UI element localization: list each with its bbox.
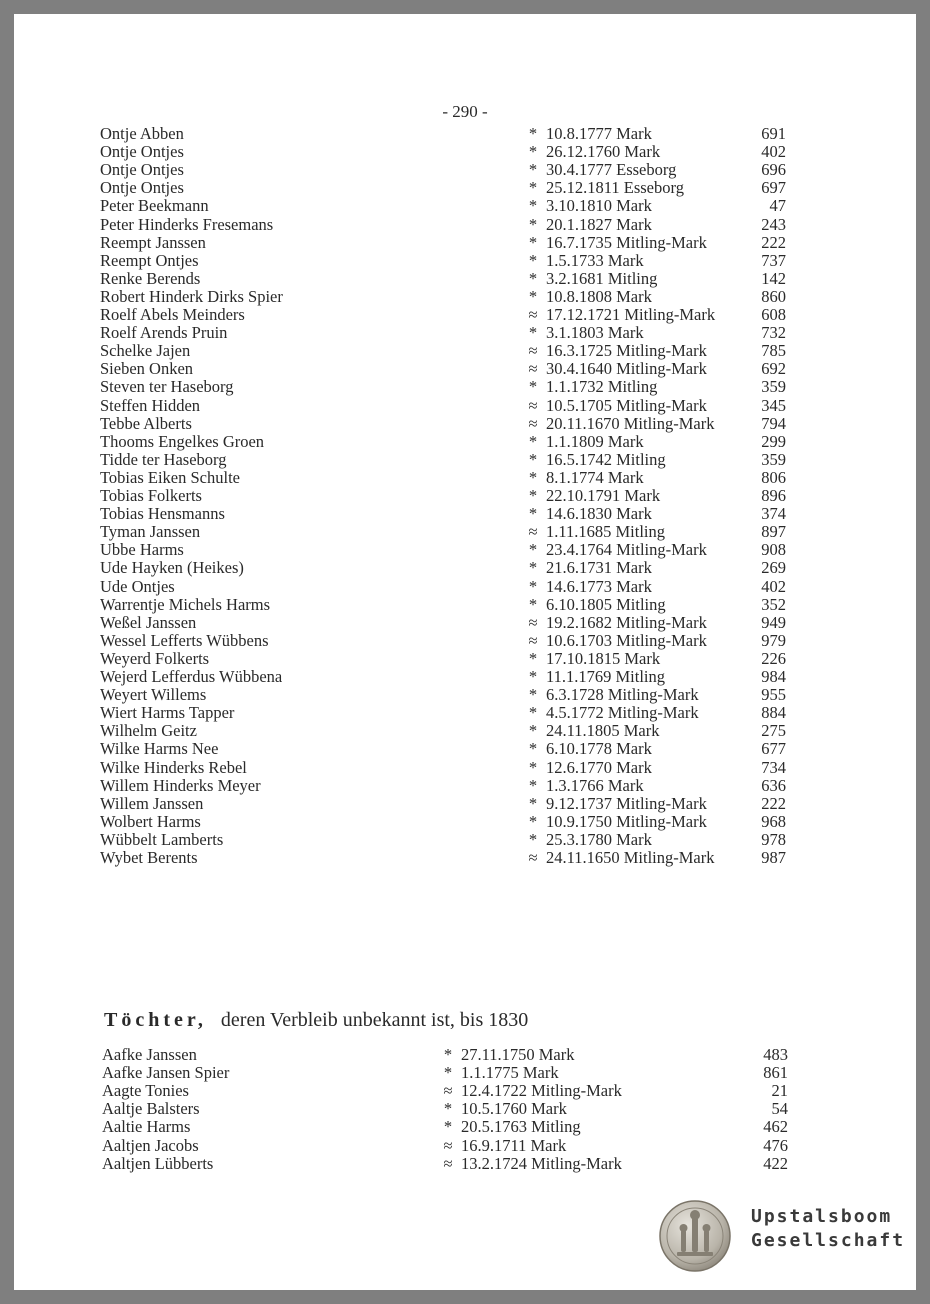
entry-marker: ≈ (528, 630, 538, 650)
entry-number: 483 (763, 1045, 788, 1064)
entry-marker: * (528, 757, 538, 777)
list-item (100, 197, 790, 215)
entry-name: Ude Ontjes (100, 576, 175, 596)
list-item (100, 686, 790, 704)
entry-marker: * (443, 1045, 453, 1064)
entry-marker: * (528, 232, 538, 252)
entry-number: 54 (771, 1099, 788, 1119)
list-item (102, 1082, 792, 1100)
entry-date: 24.11.1805 Mark (546, 721, 660, 741)
entry-date: 30.4.1640 Mitling-Mark (546, 359, 707, 379)
entry-number: 47 (769, 196, 786, 216)
entry-date: 21.6.1731 Mark (546, 558, 652, 578)
entry-date: 3.1.1803 Mark (546, 323, 644, 343)
entry-marker: * (528, 667, 538, 686)
entry-name: Tobias Hensmanns (100, 504, 225, 524)
entry-name: Reempt Janssen (100, 232, 206, 252)
list-item (100, 795, 790, 813)
list-item (100, 143, 790, 161)
entry-number: 692 (761, 359, 786, 379)
list-item (100, 831, 790, 849)
entry-marker: * (528, 323, 538, 343)
entry-number: 896 (761, 486, 786, 505)
entry-number: 860 (761, 286, 786, 306)
list-item (100, 161, 790, 179)
entry-name: Tebbe Alberts (100, 413, 192, 433)
entry-date: 3.2.1681 Mitling (546, 268, 658, 288)
entry-number: 345 (761, 395, 786, 415)
list-item (102, 1046, 792, 1064)
list-item (102, 1118, 792, 1136)
list-item (100, 415, 790, 433)
entry-number: 979 (761, 630, 786, 650)
entry-number: 949 (761, 612, 786, 632)
entry-date: 1.11.1685 Mitling (546, 522, 666, 542)
entry-name: Peter Hinderks Fresemans (100, 214, 274, 234)
entry-date: 25.3.1780 Mark (546, 829, 652, 849)
entry-name: Robert Hinderk Dirks Spier (100, 286, 283, 306)
list-item (100, 252, 790, 270)
entry-name: Steffen Hidden (100, 395, 201, 415)
list-item (100, 632, 790, 650)
list-item (100, 397, 790, 415)
entry-name: Schelke Jajen (100, 341, 191, 361)
entry-date: 6.10.1778 Mark (546, 739, 652, 759)
entry-date: 27.11.1750 Mark (461, 1045, 575, 1064)
entry-date: 17.10.1815 Mark (546, 648, 661, 668)
entry-name: Tobias Folkerts (100, 486, 202, 505)
entry-name: Wilke Hinderks Rebel (100, 757, 247, 777)
entry-name: Weyert Willems (100, 685, 207, 705)
entry-date: 22.10.1791 Mark (546, 486, 661, 505)
logo-line-1: Upstalsboom (751, 1206, 893, 1227)
entry-number: 861 (763, 1063, 788, 1083)
entry-number: 269 (761, 558, 786, 578)
list-item (100, 469, 790, 487)
entry-name: Wejerd Lefferdus Wübbena (100, 667, 283, 686)
list-item (100, 541, 790, 559)
list-item (100, 704, 790, 722)
entry-marker: * (528, 739, 538, 759)
list-item (100, 324, 790, 342)
entry-marker: * (528, 214, 538, 234)
list-item (100, 360, 790, 378)
entry-marker: * (528, 703, 538, 723)
entry-number: 226 (761, 648, 786, 668)
list-item (100, 342, 790, 360)
entry-marker: ≈ (443, 1081, 453, 1101)
entry-date: 9.12.1737 Mitling-Mark (546, 793, 707, 813)
entry-date: 10.6.1703 Mitling-Mark (546, 630, 707, 650)
entry-number: 677 (761, 739, 786, 759)
entry-date: 1.5.1733 Mark (546, 250, 644, 270)
entry-name: Aafke Jansen Spier (102, 1063, 230, 1083)
entry-name: Steven ter Haseborg (100, 377, 234, 397)
entry-marker: ≈ (443, 1153, 453, 1173)
entry-marker: * (528, 124, 538, 143)
list-item (100, 740, 790, 758)
entry-marker: ≈ (528, 395, 538, 415)
seal-icon (659, 1200, 731, 1272)
entry-marker: * (443, 1063, 453, 1083)
logo-line-2: Gesellschaft (751, 1230, 906, 1251)
entry-date: 16.7.1735 Mitling-Mark (546, 232, 707, 252)
list-item (100, 270, 790, 288)
entry-number: 806 (761, 467, 786, 487)
entry-name: Weßel Janssen (100, 612, 197, 632)
entry-date: 8.1.1774 Mark (546, 467, 644, 487)
entry-date: 1.1.1775 Mark (461, 1063, 559, 1083)
entry-number: 984 (761, 667, 786, 686)
entry-marker: * (443, 1117, 453, 1137)
list-item (100, 777, 790, 795)
entry-date: 10.5.1705 Mitling-Mark (546, 395, 707, 415)
list-item (102, 1100, 792, 1118)
entry-marker: * (528, 793, 538, 813)
entry-date: 4.5.1772 Mitling-Mark (546, 703, 699, 723)
entry-date: 20.1.1827 Mark (546, 214, 652, 234)
list-item (100, 433, 790, 451)
entry-date: 6.10.1805 Mitling (546, 594, 666, 614)
page-number: - 290 - (442, 102, 488, 121)
entry-number: 955 (761, 685, 786, 705)
entry-name: Aagte Tonies (102, 1081, 189, 1101)
list-item (100, 306, 790, 324)
entry-number: 608 (761, 305, 786, 324)
entry-date: 16.3.1725 Mitling-Mark (546, 341, 707, 361)
entry-number: 402 (761, 142, 786, 162)
entry-date: 3.10.1810 Mark (546, 196, 652, 216)
entry-name: Reempt Ontjes (100, 250, 199, 270)
entry-date: 1.3.1766 Mark (546, 775, 644, 795)
entry-marker: ≈ (528, 413, 538, 433)
entry-marker: * (528, 685, 538, 705)
entry-number: 968 (761, 811, 786, 831)
entry-marker: ≈ (443, 1135, 453, 1155)
entry-name: Ontje Ontjes (100, 160, 184, 180)
list-item (100, 849, 790, 867)
entry-date: 17.12.1721 Mitling-Mark (546, 305, 716, 324)
entry-marker: * (528, 449, 538, 469)
entry-name: Aaltie Harms (102, 1117, 191, 1137)
entry-marker: ≈ (528, 612, 538, 632)
entry-name: Aaltjen Jacobs (102, 1135, 199, 1155)
entry-date: 13.2.1724 Mitling-Mark (461, 1153, 622, 1173)
entry-number: 908 (761, 540, 786, 560)
entry-marker: ≈ (528, 341, 538, 361)
entry-number: 636 (761, 775, 786, 795)
document-page (14, 14, 916, 1290)
list-item (100, 596, 790, 614)
entry-marker: * (528, 467, 538, 487)
entry-date: 10.9.1750 Mitling-Mark (546, 811, 707, 831)
entry-marker: * (528, 576, 538, 596)
entry-marker: * (528, 811, 538, 831)
entry-date: 20.5.1763 Mitling (461, 1117, 581, 1137)
entry-marker: * (528, 196, 538, 216)
entry-marker: * (528, 250, 538, 270)
section-title-keyword: Töchter, (104, 1009, 207, 1031)
entry-name: Aaltje Balsters (102, 1099, 200, 1119)
list-item (100, 722, 790, 740)
entry-number: 697 (761, 178, 786, 198)
entry-name: Aafke Janssen (102, 1045, 197, 1064)
entry-name: Tidde ter Haseborg (100, 449, 227, 469)
entry-marker: ≈ (528, 522, 538, 542)
entry-marker: * (528, 377, 538, 397)
list-item (100, 759, 790, 777)
publisher-logo (659, 1200, 909, 1272)
entry-number: 359 (761, 449, 786, 469)
entry-marker: ≈ (528, 359, 538, 379)
entry-number: 978 (761, 829, 786, 849)
entry-marker: ≈ (528, 848, 538, 867)
list-item (100, 234, 790, 252)
entry-number: 422 (763, 1153, 788, 1173)
entry-marker: * (528, 775, 538, 795)
entry-marker: * (528, 721, 538, 741)
entry-name: Wilke Harms Nee (100, 739, 219, 759)
entry-name: Wübbelt Lamberts (100, 829, 224, 849)
entry-name: Ontje Ontjes (100, 142, 184, 162)
list-item (100, 614, 790, 632)
entry-number: 222 (761, 793, 786, 813)
entry-number: 785 (761, 341, 786, 361)
entry-date: 16.9.1711 Mark (461, 1135, 567, 1155)
entry-name: Wybet Berents (100, 848, 198, 867)
entry-marker: * (528, 431, 538, 451)
section-title (104, 1009, 528, 1032)
entry-number: 21 (771, 1081, 788, 1101)
entry-date: 11.1.1769 Mitling (546, 667, 666, 686)
list-item (100, 179, 790, 197)
entry-marker: * (528, 142, 538, 162)
entry-marker: * (528, 486, 538, 505)
entry-number: 275 (761, 721, 786, 741)
entry-date: 23.4.1764 Mitling-Mark (546, 540, 707, 560)
entry-number: 476 (763, 1135, 788, 1155)
entry-number: 732 (761, 323, 786, 343)
list-item (100, 650, 790, 668)
entry-marker: * (528, 594, 538, 614)
entry-name: Wessel Lefferts Wübbens (100, 630, 269, 650)
list-item (100, 378, 790, 396)
entry-date: 14.6.1830 Mark (546, 504, 652, 524)
entry-date: 16.5.1742 Mitling (546, 449, 666, 469)
entry-number: 299 (761, 431, 786, 451)
entry-date: 1.1.1809 Mark (546, 431, 644, 451)
entry-name: Ude Hayken (Heikes) (100, 558, 244, 578)
list-item (100, 451, 790, 469)
entry-number: 734 (761, 757, 786, 777)
entry-name: Weyerd Folkerts (100, 648, 210, 668)
entry-date: 25.12.1811 Esseborg (546, 178, 684, 198)
entry-marker: * (528, 648, 538, 668)
entry-marker: * (528, 558, 538, 578)
list-item (100, 813, 790, 831)
entry-date: 12.6.1770 Mark (546, 757, 652, 777)
entry-date: 14.6.1773 Mark (546, 576, 652, 596)
list-item (102, 1155, 792, 1173)
entry-name: Aaltjen Lübberts (102, 1153, 214, 1173)
entry-name: Sieben Onken (100, 359, 194, 379)
entry-name: Ubbe Harms (100, 540, 184, 560)
entry-number: 987 (761, 848, 786, 867)
entry-name: Renke Berends (100, 268, 201, 288)
entry-date: 10.8.1808 Mark (546, 286, 652, 306)
entry-number: 359 (761, 377, 786, 397)
entry-marker: * (443, 1099, 453, 1119)
entry-date: 6.3.1728 Mitling-Mark (546, 685, 699, 705)
entry-marker: * (528, 268, 538, 288)
list-item (100, 668, 790, 686)
entry-name: Thooms Engelkes Groen (100, 431, 265, 451)
entry-number: 462 (763, 1117, 788, 1137)
entry-date: 12.4.1722 Mitling-Mark (461, 1081, 622, 1101)
entry-date: 20.11.1670 Mitling-Mark (546, 413, 715, 433)
list-item (100, 523, 790, 541)
entry-name: Willem Janssen (100, 793, 204, 813)
entry-number: 222 (761, 232, 786, 252)
entry-marker: * (528, 829, 538, 849)
entry-number: 691 (761, 124, 786, 143)
entry-date: 30.4.1777 Esseborg (546, 160, 677, 180)
entry-marker: * (528, 286, 538, 306)
entry-date: 24.11.1650 Mitling-Mark (546, 848, 715, 867)
entry-name: Tyman Janssen (100, 522, 201, 542)
entry-name: Wiert Harms Tapper (100, 703, 235, 723)
entry-name: Tobias Eiken Schulte (100, 467, 240, 487)
entry-name: Peter Beekmann (100, 196, 209, 216)
entry-number: 737 (761, 250, 786, 270)
entry-marker: ≈ (528, 305, 538, 324)
section-title-rest: deren Verbleib unbekannt ist, bis 1830 (220, 1009, 529, 1031)
entry-date: 19.2.1682 Mitling-Mark (546, 612, 707, 632)
entry-number: 897 (761, 522, 786, 542)
entry-name: Roelf Abels Meinders (100, 305, 245, 324)
entry-date: 26.12.1760 Mark (546, 142, 661, 162)
entry-name: Willem Hinderks Meyer (100, 775, 261, 795)
entry-name: Ontje Abben (100, 124, 184, 143)
entry-marker: * (528, 160, 538, 180)
list-item (102, 1064, 792, 1082)
entry-number: 884 (761, 703, 786, 723)
list-item (102, 1137, 792, 1155)
entry-number: 696 (761, 160, 786, 180)
entry-date: 10.5.1760 Mark (461, 1099, 567, 1119)
list-item (100, 487, 790, 505)
entry-marker: * (528, 504, 538, 524)
entry-marker: * (528, 178, 538, 198)
list-item (100, 216, 790, 234)
entry-number: 374 (761, 504, 786, 524)
list-item (100, 578, 790, 596)
list-item (100, 125, 790, 143)
list-item (100, 505, 790, 523)
entry-name: Roelf Arends Pruin (100, 323, 228, 343)
entry-number: 794 (761, 413, 786, 433)
entry-name: Warrentje Michels Harms (100, 594, 271, 614)
entry-number: 142 (761, 268, 786, 288)
entry-date: 1.1.1732 Mitling (546, 377, 658, 397)
list-item (100, 288, 790, 306)
entry-number: 243 (761, 214, 786, 234)
entry-number: 352 (761, 594, 786, 614)
entry-name: Wilhelm Geitz (100, 721, 197, 741)
entry-name: Ontje Ontjes (100, 178, 184, 198)
entry-number: 402 (761, 576, 786, 596)
entry-date: 10.8.1777 Mark (546, 124, 652, 143)
entry-name: Wolbert Harms (100, 811, 201, 831)
entry-marker: * (528, 540, 538, 560)
list-item (100, 559, 790, 577)
